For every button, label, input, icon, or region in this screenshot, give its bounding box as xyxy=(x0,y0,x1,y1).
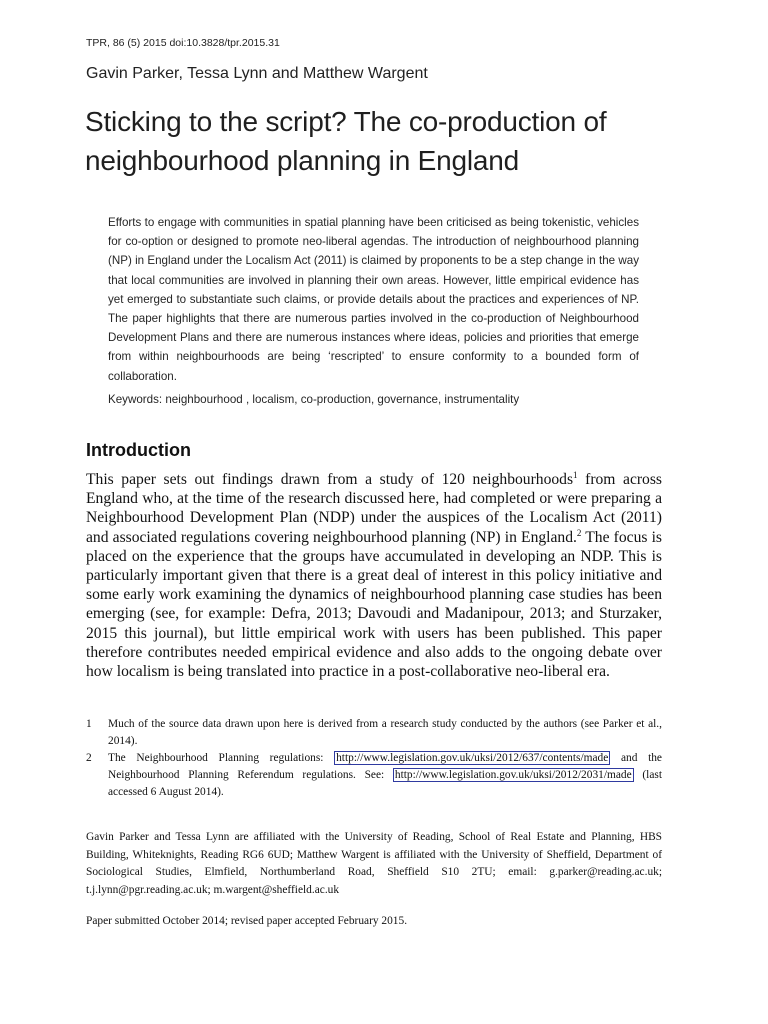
footnote-marker-2[interactable]: 2 xyxy=(576,527,582,538)
footnote-text-pre: The Neighbourhood Planning regulations: xyxy=(108,752,335,764)
section-heading-introduction: Introduction xyxy=(86,440,191,460)
footnotes xyxy=(86,716,662,801)
footnote-1 xyxy=(86,716,662,750)
submission-note: Paper submitted October 2014; revised paper accepted February 2015. xyxy=(86,915,408,927)
intro-text-part1: This paper sets out findings drawn from a study of 120 neighbourhoods xyxy=(86,471,574,488)
author-list: Gavin Parker, Tessa Lynn and Matthew Wargent xyxy=(86,65,428,82)
footnote-text-post: (last accessed 6 August 2014). xyxy=(108,769,662,798)
intro-text-part2: from across England who, at the time of the research discussed here, had completed or were preparing a Neighbourhood Development Plan (NDP) under the auspices of the Localism Act (2011) and associated regulations covering neighbourhood planning (NP) in England. xyxy=(86,471,662,546)
abstract: Efforts to engage with communities in spatial planning have been criticised as being tokenistic, vehicles for co-option or designed to promote neo-liberal agendas. The introduction of neighbourhood planning (NP) in England under the Localism Act (2011) is claimed by proponents to be a step change in the way that local communities are involved in planning their own areas. However, little empirical evidence has yet emerged to substantiate such claims, or provide details about the practices and experiences of NP. The paper highlights that there are numerous parties involved in the co-production of Neighbourhood Development Plans and there are numerous instances where ideas, policies and priorities that emerge from within neighbourhoods are being ‘rescripted’ to ensure conformity to a bounded form of collaboration. xyxy=(108,216,639,383)
footnote-2 xyxy=(86,750,662,801)
regulations-link[interactable]: http://www.legislation.gov.uk/uksi/2012/637/contents/made xyxy=(336,752,609,764)
referendum-regulations-link[interactable]: http://www.legislation.gov.uk/uksi/2012/2031/made xyxy=(394,769,632,781)
keywords-label: Keywords: xyxy=(108,393,163,406)
intro-text-part3: The focus is placed on the experience that the groups have accumulated in developing an NDP. This is particularly important given that there is a great deal of interest in this policy initiative and some early work examining the dynamics of neighbourhood planning case studies has been emerging (see, for example: Defra, 2013; Davoudi and Madanipour, 2013; and Sturzaker, 2015 this journal), but little empirical work with users has been published. This paper therefore contributes needed empirical evidence and also adds to the ongoing debate over how localism is being translated into practice in a post-collaborative neo-liberal era. xyxy=(86,528,662,681)
article-title: Sticking to the script? The co-production of neighbourhood planning in England xyxy=(85,106,607,176)
footnote-text-mid: and the Neighbourhood Planning Referendum regulations. See: xyxy=(108,752,662,781)
footnote-number: 2 xyxy=(86,752,92,764)
footnote-text xyxy=(108,750,662,801)
introduction-paragraph xyxy=(86,470,662,681)
footnote-number: 1 xyxy=(86,718,92,730)
journal-reference: TPR, 86 (5) 2015 doi:10.3828/tpr.2015.31 xyxy=(86,37,280,49)
footnote-text: Much of the source data drawn upon here is derived from a research study conducted by the authors (see Parker et al., 2014). xyxy=(108,718,662,747)
author-affiliation: Gavin Parker and Tessa Lynn are affiliated with the University of Reading, School of Real Estate and Planning, HBS Building, Whiteknights, Reading RG6 6UD; Matthew Wargent is affiliated with the University of Sheffield, Department of Sociological Studies, Elmfield, Northumberland Road, Sheffield S10 2TU; email: g.parker@reading.ac.uk; t.j.lynn@pgr.reading.ac.uk; m.wargent@sheffield.ac.uk xyxy=(86,831,662,896)
keywords-list: neighbourhood , localism, co-production, governance, instrumentality xyxy=(165,393,520,406)
footnote-marker-1[interactable]: 1 xyxy=(573,469,578,480)
keywords-line xyxy=(108,393,668,406)
